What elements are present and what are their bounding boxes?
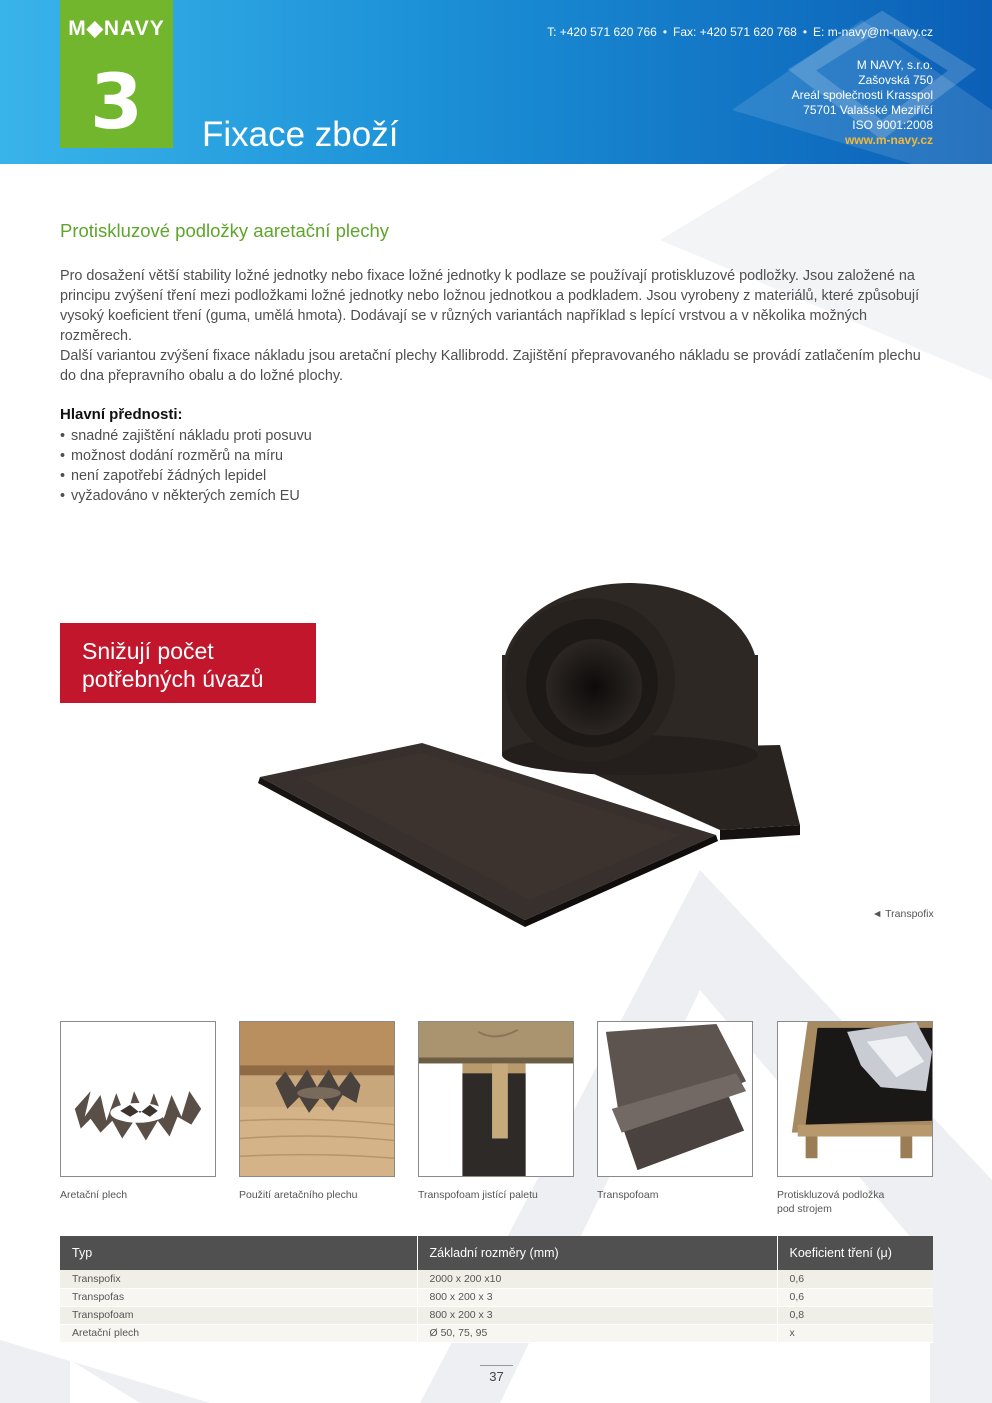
- table-header-row: [60, 1236, 933, 1270]
- table-cell: Ø 50, 75, 95: [417, 1324, 777, 1342]
- contact-line: [547, 25, 933, 39]
- city: 75701 Valašské Meziříčí: [803, 103, 933, 117]
- chapter-title: Fixace zboží: [202, 115, 399, 154]
- table-cell: 0,6: [777, 1288, 933, 1306]
- table-cell: 800 x 200 x 3: [417, 1306, 777, 1324]
- section-heading: Protiskluzové podložky aaretační plechy: [60, 220, 390, 241]
- locking-plate-usage-image: [239, 1021, 395, 1177]
- advantage-item: • není zapotřebí žádných lepidel: [60, 466, 312, 486]
- advantages-list: [60, 426, 312, 506]
- advantage-item: • možnost dodání rozměrů na míru: [60, 446, 312, 466]
- table-cell: 0,8: [777, 1306, 933, 1324]
- advantages-heading: Hlavní přednosti:: [60, 406, 183, 423]
- column-header: Základní rozměry (mm): [417, 1236, 777, 1270]
- hero-caption: ◄ Transpofix: [872, 908, 934, 920]
- company-logo: M◆NAVY: [68, 17, 165, 40]
- intro-text: [60, 266, 940, 386]
- gallery-caption: Transpofoam: [597, 1189, 659, 1201]
- company-name: M NAVY, s.r.o.: [856, 58, 933, 72]
- separator: •: [802, 25, 808, 39]
- anti-slip-machine-image: [777, 1021, 933, 1177]
- table-row: [60, 1306, 933, 1324]
- iso-certification: ISO 9001:2008: [852, 118, 933, 132]
- phone-number: T: +420 571 620 766: [547, 25, 657, 39]
- callout-line: potřebných úvazů: [82, 666, 264, 692]
- table-cell: 800 x 200 x 3: [417, 1288, 777, 1306]
- email-address: E: m-navy@m-navy.cz: [813, 25, 933, 39]
- page-header: [0, 0, 992, 164]
- street: Zašovská 750: [858, 73, 933, 87]
- table-cell: Transpofoam: [60, 1306, 417, 1324]
- anti-slip-mat-image: [240, 555, 800, 935]
- callout-line: Snižují počet: [82, 638, 214, 664]
- spec-table: [60, 1236, 933, 1343]
- table-cell: Transpofas: [60, 1288, 417, 1306]
- area: Areál společnosti Krasspol: [791, 88, 933, 102]
- transpofoam-sheets-image: [597, 1021, 753, 1177]
- gallery-caption: Aretační plech: [60, 1189, 128, 1201]
- table-cell: 0,6: [777, 1270, 933, 1288]
- gallery-caption: Protiskluzová podložka pod strojem: [777, 1189, 885, 1215]
- separator: •: [662, 25, 668, 39]
- gallery-caption: Transpofoam jistící paletu: [418, 1189, 538, 1201]
- intro-paragraph: Další variantou zvýšení fixace nákladu jsou aretační plechy Kallibrodd. Zajištění přepravovaného nákladu se provádí zatlačením plechu do dna přepravního obalu a do ložné plochy.: [60, 348, 921, 384]
- brand-box: [60, 0, 173, 148]
- website-link[interactable]: www.m-navy.cz: [844, 133, 933, 147]
- table-cell: Transpofix: [60, 1270, 417, 1288]
- table-cell: Aretační plech: [60, 1324, 417, 1342]
- advantage-item: • snadné zajištění nákladu proti posuvu: [60, 426, 312, 446]
- table-cell: x: [777, 1324, 933, 1342]
- table-row: [60, 1270, 933, 1288]
- company-address: [792, 58, 933, 148]
- table-cell: 2000 x 200 x10: [417, 1270, 777, 1288]
- locking-plate-image: [60, 1021, 216, 1177]
- chapter-number: 3: [90, 57, 143, 146]
- column-header: Koeficient tření (μ): [777, 1236, 933, 1270]
- advantage-item: • vyžadováno v některých zemích EU: [60, 486, 312, 506]
- table-row: [60, 1324, 933, 1342]
- page-number: 37: [489, 1369, 504, 1384]
- table-row: [60, 1288, 933, 1306]
- page-number-divider: [480, 1365, 513, 1366]
- column-header: Typ: [60, 1236, 417, 1270]
- fax-number: Fax: +420 571 620 768: [673, 25, 797, 39]
- callout-banner: [60, 623, 316, 703]
- gallery-caption: Použití aretačního plechu: [239, 1189, 358, 1201]
- intro-paragraph: Pro dosažení větší stability ložné jednotky nebo fixace ložné jednotky k podlaze se používají protiskluzové podložky. Jsou založené na principu zvýšení tření mezi podložkami ložné jednotky nebo ložnou jednotkou a podkladem. Jsou vyrobeny z materiálů, které způsobují vysoký koeficient tření (guma, umělá hmota). Dodávají se v různých variantách například s lepící vrstvou a v několika možných rozměrech.: [60, 268, 920, 344]
- transpofoam-pallet-image: [418, 1021, 574, 1177]
